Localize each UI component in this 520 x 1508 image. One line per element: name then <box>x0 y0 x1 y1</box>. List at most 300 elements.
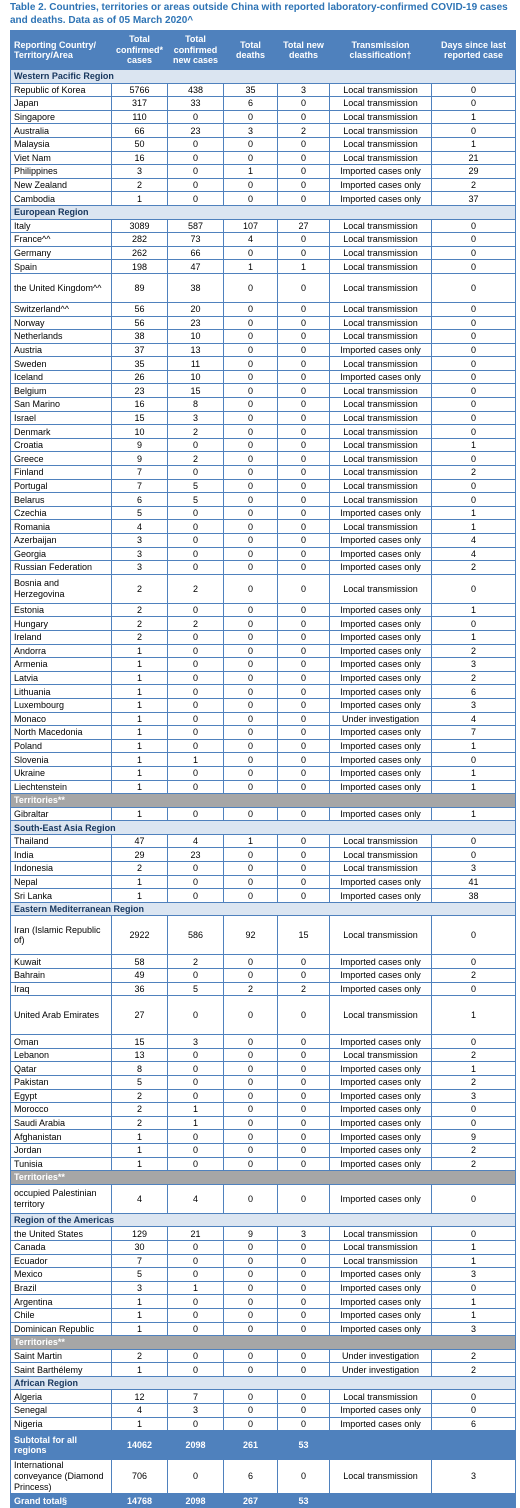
cell-total-cases: 56 <box>112 302 168 316</box>
region-header-row <box>11 70 516 84</box>
header-new-deaths: Total new deaths <box>278 31 330 70</box>
cell-total-cases: 1 <box>112 698 168 712</box>
cell-total-deaths: 0 <box>224 630 278 644</box>
table-row <box>11 780 516 794</box>
table-row <box>11 493 516 507</box>
cell-new-deaths: 0 <box>278 644 330 658</box>
table-row <box>11 1157 516 1171</box>
cell-new-deaths: 53 <box>278 1431 330 1460</box>
cell-total-deaths: 0 <box>224 1130 278 1144</box>
cell-new-cases: 1 <box>168 1281 224 1295</box>
cell-new-deaths: 0 <box>278 520 330 534</box>
header-total-cases: Total confirmed* cases <box>112 31 168 70</box>
cell-total-deaths: 0 <box>224 343 278 357</box>
cell-total-cases: 1 <box>112 766 168 780</box>
cell-new-deaths: 0 <box>278 1116 330 1130</box>
cell-days-since: 3 <box>432 658 516 672</box>
cell-days-since: 0 <box>432 124 516 138</box>
cell-total-cases: 110 <box>112 110 168 124</box>
cell-country: Egypt <box>11 1089 112 1103</box>
cell-total-deaths: 0 <box>224 1308 278 1322</box>
cell-total-cases: 13 <box>112 1048 168 1062</box>
cell-total-deaths: 0 <box>224 466 278 480</box>
cell-new-deaths: 0 <box>278 1240 330 1254</box>
region-header-row <box>11 902 516 916</box>
header-transmission: Transmission classification† <box>330 31 432 70</box>
territories-label: Territories** <box>11 794 516 808</box>
cell-total-deaths: 0 <box>224 712 278 726</box>
cell-new-deaths: 0 <box>278 547 330 561</box>
cell-new-deaths: 0 <box>278 1103 330 1117</box>
region-label: Region of the Americas <box>11 1213 516 1227</box>
cell-total-deaths: 0 <box>224 479 278 493</box>
cell-country: Czechia <box>11 506 112 520</box>
cell-days-since: 1 <box>432 1295 516 1309</box>
cell-days-since: 0 <box>432 1184 516 1213</box>
cell-total-cases: 1 <box>112 739 168 753</box>
cell-new-deaths: 0 <box>278 561 330 575</box>
cell-country: Chile <box>11 1308 112 1322</box>
cell-days-since: 29 <box>432 165 516 179</box>
cell-new-cases: 1 <box>168 753 224 767</box>
cell-total-cases: 4 <box>112 520 168 534</box>
cell-country: Thailand <box>11 834 112 848</box>
cell-total-deaths: 2 <box>224 982 278 996</box>
cell-total-deaths: 0 <box>224 110 278 124</box>
cell-total-deaths: 0 <box>224 534 278 548</box>
cell-total-deaths: 92 <box>224 916 278 955</box>
cell-transmission: Local transmission <box>330 862 432 876</box>
cell-total-cases: 4 <box>112 1184 168 1213</box>
cell-transmission: Imported cases only <box>330 875 432 889</box>
cell-total-cases: 14062 <box>112 1431 168 1460</box>
cell-new-cases: 1 <box>168 1116 224 1130</box>
cell-new-cases: 0 <box>168 1308 224 1322</box>
cell-country: France^^ <box>11 233 112 247</box>
region-label: African Region <box>11 1376 516 1390</box>
cell-transmission: Imported cases only <box>330 603 432 617</box>
cell-total-deaths: 0 <box>224 1103 278 1117</box>
cell-new-deaths: 1 <box>278 260 330 274</box>
table-row <box>11 137 516 151</box>
cell-new-cases: 23 <box>168 848 224 862</box>
cell-country: Senegal <box>11 1404 112 1418</box>
cell-country: Sweden <box>11 357 112 371</box>
cell-transmission: Local transmission <box>330 466 432 480</box>
cell-new-cases: 3 <box>168 411 224 425</box>
cell-total-deaths: 0 <box>224 848 278 862</box>
cell-transmission: Under investigation <box>330 1363 432 1377</box>
cell-transmission: Imported cases only <box>330 726 432 740</box>
header-total-deaths: Total deaths <box>224 31 278 70</box>
cell-total-deaths: 0 <box>224 246 278 260</box>
cell-new-deaths: 0 <box>278 630 330 644</box>
cell-transmission: Imported cases only <box>330 192 432 206</box>
cell-total-deaths: 0 <box>224 137 278 151</box>
cell-new-cases: 0 <box>168 671 224 685</box>
cell-new-cases: 0 <box>168 506 224 520</box>
cell-country: Iran (Islamic Republic of) <box>11 916 112 955</box>
table-row <box>11 219 516 233</box>
cell-transmission: Imported cases only <box>330 889 432 903</box>
cell-transmission: Local transmission <box>330 574 432 603</box>
cell-transmission: Imported cases only <box>330 1076 432 1090</box>
cell-total-cases: 129 <box>112 1227 168 1241</box>
cell-country: Australia <box>11 124 112 138</box>
cell-new-deaths: 0 <box>278 1143 330 1157</box>
cell-total-cases: 198 <box>112 260 168 274</box>
cell-total-cases: 56 <box>112 316 168 330</box>
cell-total-cases: 1 <box>112 1143 168 1157</box>
table-row <box>11 875 516 889</box>
cell-total-deaths: 6 <box>224 1460 278 1494</box>
cell-new-cases: 0 <box>168 466 224 480</box>
cell-transmission: Imported cases only <box>330 780 432 794</box>
cell-days-since: 7 <box>432 726 516 740</box>
cell-days-since: 1 <box>432 603 516 617</box>
cell-days-since: 4 <box>432 712 516 726</box>
cell-transmission: Local transmission <box>330 233 432 247</box>
cell-country: Nepal <box>11 875 112 889</box>
cell-total-deaths: 0 <box>224 658 278 672</box>
cell-total-cases: 5 <box>112 1268 168 1282</box>
cell-new-deaths: 0 <box>278 273 330 302</box>
table-row <box>11 452 516 466</box>
cell-country: Lithuania <box>11 685 112 699</box>
cell-new-cases: 0 <box>168 1157 224 1171</box>
cell-total-deaths: 0 <box>224 753 278 767</box>
table-row <box>11 698 516 712</box>
table-row <box>11 1076 516 1090</box>
cell-new-deaths: 0 <box>278 848 330 862</box>
cell-new-deaths: 0 <box>278 302 330 316</box>
table-row <box>11 1048 516 1062</box>
cell-country: Ecuador <box>11 1254 112 1268</box>
table-row <box>11 466 516 480</box>
table-body <box>11 70 516 1508</box>
table-row <box>11 506 516 520</box>
table-row <box>11 1363 516 1377</box>
cell-new-cases: 3 <box>168 1404 224 1418</box>
cell-days-since: 6 <box>432 685 516 699</box>
cell-new-deaths: 0 <box>278 246 330 260</box>
cell-transmission: Local transmission <box>330 438 432 452</box>
cell-new-cases: 2098 <box>168 1494 224 1508</box>
cell-days-since: 1 <box>432 520 516 534</box>
cell-total-cases: 3 <box>112 561 168 575</box>
cell-country: Italy <box>11 219 112 233</box>
cell-total-cases: 7 <box>112 466 168 480</box>
cell-transmission: Local transmission <box>330 97 432 111</box>
cell-new-cases: 0 <box>168 1062 224 1076</box>
cell-new-cases: 10 <box>168 330 224 344</box>
cell-total-deaths: 0 <box>224 1116 278 1130</box>
cell-country: Liechtenstein <box>11 780 112 794</box>
cell-days-since: 1 <box>432 1308 516 1322</box>
cell-new-deaths: 0 <box>278 357 330 371</box>
cell-days-since: 2 <box>432 1157 516 1171</box>
cell-new-cases: 0 <box>168 862 224 876</box>
cell-transmission: Local transmission <box>330 1390 432 1404</box>
cell-transmission: Imported cases only <box>330 698 432 712</box>
cell-days-since: 0 <box>432 384 516 398</box>
cell-country: Germany <box>11 246 112 260</box>
cell-new-cases: 0 <box>168 438 224 452</box>
cell-new-deaths: 0 <box>278 726 330 740</box>
cell-new-cases: 0 <box>168 807 224 821</box>
cell-days-since: 1 <box>432 630 516 644</box>
cell-days-since: 0 <box>432 479 516 493</box>
cell-total-cases: 1 <box>112 875 168 889</box>
cell-total-deaths: 0 <box>224 1062 278 1076</box>
cell-days-since: 2 <box>432 1048 516 1062</box>
cell-country: Netherlands <box>11 330 112 344</box>
cell-transmission: Imported cases only <box>330 1322 432 1336</box>
cell-transmission: Under investigation <box>330 1349 432 1363</box>
cell-total-cases: 3 <box>112 1281 168 1295</box>
cell-transmission: Local transmission <box>330 916 432 955</box>
cell-new-cases: 2 <box>168 452 224 466</box>
cell-new-cases: 38 <box>168 273 224 302</box>
cell-country: Israel <box>11 411 112 425</box>
cell-country: Algeria <box>11 1390 112 1404</box>
cell-country: Andorra <box>11 644 112 658</box>
cell-total-deaths: 0 <box>224 1157 278 1171</box>
cell-new-deaths: 0 <box>278 411 330 425</box>
cell-total-deaths: 0 <box>224 302 278 316</box>
cell-country: Luxembourg <box>11 698 112 712</box>
table-row <box>11 1308 516 1322</box>
cell-new-deaths: 3 <box>278 1227 330 1241</box>
table-row <box>11 848 516 862</box>
table-row <box>11 1035 516 1049</box>
table-row <box>11 561 516 575</box>
table-row <box>11 1130 516 1144</box>
cell-transmission: Imported cases only <box>330 1417 432 1431</box>
cell-transmission: Local transmission <box>330 411 432 425</box>
table-row <box>11 1295 516 1309</box>
cell-country: Singapore <box>11 110 112 124</box>
table-row <box>11 685 516 699</box>
table-row <box>11 233 516 247</box>
header-country: Reporting Country/ Territory/Area <box>11 31 112 70</box>
cell-total-cases: 1 <box>112 807 168 821</box>
cell-total-deaths: 0 <box>224 357 278 371</box>
cell-transmission: Imported cases only <box>330 1062 432 1076</box>
cell-total-deaths: 0 <box>224 273 278 302</box>
cell-new-deaths: 0 <box>278 506 330 520</box>
cell-total-cases: 2 <box>112 1116 168 1130</box>
cell-total-deaths: 0 <box>224 1281 278 1295</box>
cell-country: the United Kingdom^^ <box>11 273 112 302</box>
table-row <box>11 1404 516 1418</box>
cell-days-since: 0 <box>432 574 516 603</box>
table-row <box>11 534 516 548</box>
table-caption: Table 2. Countries, territories or areas outside China with reported laboratory-confirmed COVID-19 cases and deaths. Data as of 05 March 2020^ <box>10 2 508 26</box>
cell-total-deaths: 0 <box>224 547 278 561</box>
cell-new-cases: 2 <box>168 955 224 969</box>
cell-transmission: Local transmission <box>330 834 432 848</box>
cell-total-cases: 2 <box>112 617 168 631</box>
table-row <box>11 165 516 179</box>
cell-transmission: Local transmission <box>330 110 432 124</box>
cell-country: Argentina <box>11 1295 112 1309</box>
table-row <box>11 1143 516 1157</box>
cell-country: Norway <box>11 316 112 330</box>
cell-days-since: 0 <box>432 753 516 767</box>
cell-total-cases: 282 <box>112 233 168 247</box>
cell-transmission: Local transmission <box>330 124 432 138</box>
cell-total-deaths: 1 <box>224 834 278 848</box>
table-row <box>11 398 516 412</box>
table-row <box>11 671 516 685</box>
cell-new-cases: 20 <box>168 302 224 316</box>
cell-new-deaths: 0 <box>278 466 330 480</box>
cell-total-deaths: 35 <box>224 83 278 97</box>
cell-country: Belarus <box>11 493 112 507</box>
table-row <box>11 438 516 452</box>
cell-new-deaths: 0 <box>278 534 330 548</box>
region-label: South-East Asia Region <box>11 821 516 835</box>
cell-transmission: Local transmission <box>330 137 432 151</box>
cell-total-deaths: 0 <box>224 603 278 617</box>
cell-total-cases: 5 <box>112 1076 168 1090</box>
table-row <box>11 617 516 631</box>
table-row <box>11 603 516 617</box>
cell-transmission: Local transmission <box>330 1048 432 1062</box>
cell-new-cases: 15 <box>168 384 224 398</box>
cell-transmission: Imported cases only <box>330 766 432 780</box>
table-row <box>11 889 516 903</box>
cell-total-cases: 1 <box>112 753 168 767</box>
cell-total-deaths: 0 <box>224 425 278 439</box>
cell-total-cases: 2 <box>112 1089 168 1103</box>
cell-transmission: Imported cases only <box>330 671 432 685</box>
cell-new-deaths: 0 <box>278 452 330 466</box>
cell-transmission: Imported cases only <box>330 178 432 192</box>
cell-country: Greece <box>11 452 112 466</box>
cell-total-cases: 1 <box>112 644 168 658</box>
table-row <box>11 1116 516 1130</box>
cell-total-cases: 2 <box>112 862 168 876</box>
cell-new-deaths: 0 <box>278 1130 330 1144</box>
cell-new-deaths: 53 <box>278 1494 330 1508</box>
cell-days-since: 0 <box>432 834 516 848</box>
cell-new-deaths: 15 <box>278 916 330 955</box>
cell-days-since: 1 <box>432 1240 516 1254</box>
cell-total-cases: 6 <box>112 493 168 507</box>
cell-transmission: Imported cases only <box>330 561 432 575</box>
cell-country: Dominican Republic <box>11 1322 112 1336</box>
table-row <box>11 384 516 398</box>
territories-label: Territories** <box>11 1171 516 1185</box>
cell-new-cases: 10 <box>168 370 224 384</box>
cell-days-since: 3 <box>432 698 516 712</box>
cell-total-cases: 2 <box>112 574 168 603</box>
cell-new-deaths: 0 <box>278 370 330 384</box>
cell-days-since: 1 <box>432 110 516 124</box>
cell-total-cases: 15 <box>112 411 168 425</box>
table-row <box>11 1417 516 1431</box>
cell-days-since: 0 <box>432 330 516 344</box>
region-header-row <box>11 205 516 219</box>
cell-total-deaths: 0 <box>224 1417 278 1431</box>
cell-transmission: Imported cases only <box>330 807 432 821</box>
cell-transmission: Imported cases only <box>330 1295 432 1309</box>
cell-total-cases: 12 <box>112 1390 168 1404</box>
cell-new-deaths: 3 <box>278 83 330 97</box>
cell-total-cases: 1 <box>112 889 168 903</box>
cell-total-deaths: 0 <box>224 493 278 507</box>
cell-new-deaths: 0 <box>278 574 330 603</box>
table-row <box>11 151 516 165</box>
cell-total-cases: 27 <box>112 996 168 1035</box>
cell-total-deaths: 0 <box>224 398 278 412</box>
cell-days-since: 1 <box>432 807 516 821</box>
cell-total-cases: 66 <box>112 124 168 138</box>
cell-total-cases: 47 <box>112 834 168 848</box>
cell-transmission: Imported cases only <box>330 370 432 384</box>
cell-total-cases: 14768 <box>112 1494 168 1508</box>
cell-transmission: Local transmission <box>330 246 432 260</box>
cell-days-since: 0 <box>432 982 516 996</box>
cell-new-deaths: 0 <box>278 192 330 206</box>
cell-new-cases: 73 <box>168 233 224 247</box>
cell-new-cases: 0 <box>168 996 224 1035</box>
cell-country: Canada <box>11 1240 112 1254</box>
cell-new-cases: 587 <box>168 219 224 233</box>
cell-country: Spain <box>11 260 112 274</box>
table-row <box>11 425 516 439</box>
cell-new-deaths: 0 <box>278 955 330 969</box>
cell-new-cases: 0 <box>168 561 224 575</box>
cell-country: Denmark <box>11 425 112 439</box>
cell-total-deaths: 0 <box>224 617 278 631</box>
cell-country: Monaco <box>11 712 112 726</box>
cell-country: occupied Palestinian territory <box>11 1184 112 1213</box>
table-row <box>11 124 516 138</box>
territories-header-row <box>11 794 516 808</box>
cell-days-since: 21 <box>432 151 516 165</box>
cell-transmission: Local transmission <box>330 357 432 371</box>
table-row <box>11 982 516 996</box>
cell-new-cases: 0 <box>168 712 224 726</box>
cell-new-deaths: 0 <box>278 1281 330 1295</box>
cell-total-deaths: 0 <box>224 644 278 658</box>
cell-country: Qatar <box>11 1062 112 1076</box>
cell-country: Switzerland^^ <box>11 302 112 316</box>
cell-days-since: 0 <box>432 1227 516 1241</box>
cell-total-cases: 26 <box>112 370 168 384</box>
cell-new-cases: 0 <box>168 698 224 712</box>
cell-new-deaths: 0 <box>278 780 330 794</box>
cell-total-deaths: 0 <box>224 1089 278 1103</box>
cell-total-deaths: 0 <box>224 698 278 712</box>
table-row <box>11 969 516 983</box>
cell-total-deaths: 0 <box>224 996 278 1035</box>
cell-country: Finland <box>11 466 112 480</box>
cell-new-deaths: 0 <box>278 658 330 672</box>
cell-new-cases: 0 <box>168 192 224 206</box>
cell-days-since: 0 <box>432 302 516 316</box>
cell-new-cases: 3 <box>168 1035 224 1049</box>
cell-new-cases: 0 <box>168 739 224 753</box>
cell-total-cases: 7 <box>112 1254 168 1268</box>
cell-country: the United States <box>11 1227 112 1241</box>
cell-total-cases: 1 <box>112 671 168 685</box>
cell-days-since: 0 <box>432 955 516 969</box>
cell-transmission: Imported cases only <box>330 969 432 983</box>
